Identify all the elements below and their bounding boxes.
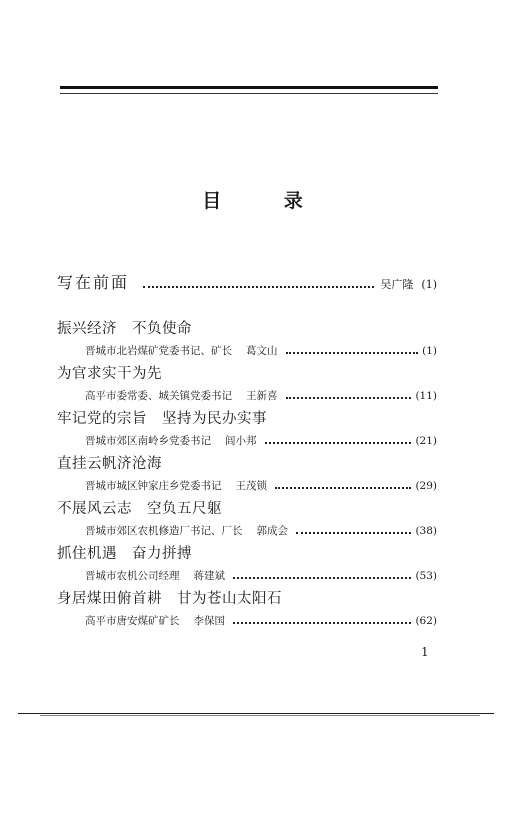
entry-title: 牢记党的宗旨 坚持为民办实事	[57, 411, 267, 427]
leader-dots	[233, 577, 411, 579]
entry-author: 葛文山	[246, 345, 278, 357]
entry-title: 身居煤田俯首耕 甘为苍山太阳石	[57, 591, 282, 607]
entry-byline	[57, 520, 437, 542]
entry-page: (38)	[415, 525, 437, 537]
entry-role: 晋城市郊区农机修造厂书记、厂长	[85, 525, 243, 537]
toc-entry[interactable]	[57, 318, 437, 362]
preface-title: 写在前面	[57, 273, 130, 292]
leader-dots	[265, 442, 412, 444]
entry-title: 振兴经济 不负使命	[57, 321, 192, 337]
entry-page: (62)	[415, 615, 437, 627]
entry-author: 郭成会	[256, 525, 288, 537]
toc-entry[interactable]	[57, 408, 437, 452]
entry-author: 王新喜	[246, 390, 278, 402]
entry-byline	[57, 385, 437, 407]
entry-byline	[57, 430, 437, 452]
entry-title: 为官求实干为先	[57, 366, 162, 382]
entry-author: 李保国	[193, 615, 225, 627]
leader-dots	[143, 286, 374, 288]
entry-role: 晋城市北岩煤矿党委书记、矿长	[85, 345, 232, 357]
entry-role: 高平市唐安煤矿矿长	[85, 615, 180, 627]
entry-page: (11)	[415, 390, 437, 402]
entry-byline	[57, 565, 437, 587]
toc-preface[interactable]	[57, 270, 437, 296]
toc-entry[interactable]	[57, 588, 437, 632]
leader-dots	[233, 622, 411, 624]
toc-entry[interactable]	[57, 543, 437, 587]
entry-byline	[57, 610, 437, 632]
toc-entry[interactable]	[57, 363, 437, 407]
entry-page: (1)	[422, 345, 437, 357]
footer-rule-thin	[40, 715, 480, 716]
toc-entry[interactable]	[57, 498, 437, 542]
preface-author: 吴广隆	[380, 278, 414, 291]
entry-page: (29)	[415, 480, 437, 492]
entry-role: 晋城市郊区南岭乡党委书记	[85, 435, 211, 447]
leader-dots	[296, 532, 411, 534]
entry-byline	[57, 340, 437, 362]
page-title: 目 录	[202, 190, 331, 212]
entry-page: (53)	[415, 570, 437, 582]
preface-page: (1)	[421, 278, 437, 291]
entry-title: 抓住机遇 奋力拼搏	[57, 546, 192, 562]
table-of-contents	[57, 270, 437, 633]
entry-role: 晋城市农机公司经理	[85, 570, 180, 582]
entry-page: (21)	[415, 435, 437, 447]
entry-role: 晋城市城区钟家庄乡党委书记	[85, 480, 222, 492]
entry-author: 蒋建斌	[193, 570, 225, 582]
toc-entry[interactable]	[57, 453, 437, 497]
page-number: 1	[421, 645, 429, 659]
leader-dots	[275, 487, 411, 489]
entry-role: 高平市委常委、城关镇党委书记	[85, 390, 232, 402]
entry-byline	[57, 475, 437, 497]
footer-rule	[18, 713, 494, 714]
entry-title: 直挂云帆济沧海	[57, 456, 162, 472]
entry-author: 王茂锁	[235, 480, 267, 492]
header-rule	[60, 86, 438, 89]
entry-author: 闾小邦	[225, 435, 257, 447]
header-rule-thin	[60, 93, 438, 94]
entry-title: 不展风云志 空负五尺躯	[57, 501, 222, 517]
leader-dots	[286, 352, 419, 354]
leader-dots	[286, 397, 412, 399]
